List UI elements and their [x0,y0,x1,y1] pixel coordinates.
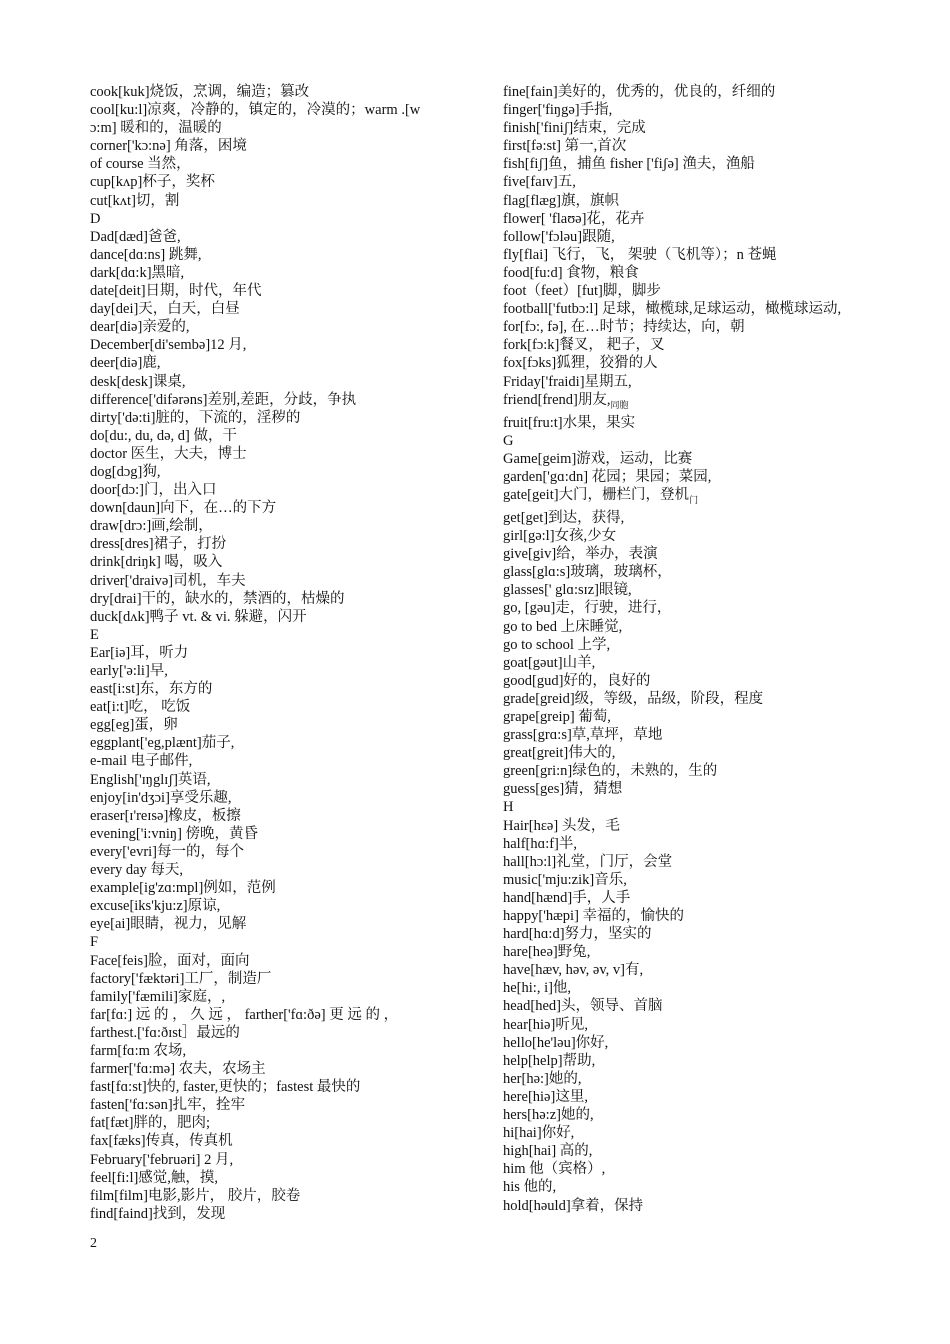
vocab-line: goat[gəut]山羊, [503,654,596,671]
vocab-line: help[help]帮助, [503,1052,596,1069]
vocab-line: green[gri:n]绿色的，未熟的，生的 [503,763,718,780]
vocab-line: fox[fɔks]狐狸，狡猾的人 [503,355,658,372]
vocab-line: east[i:st]东，东方的 [90,681,213,698]
vocab-line: fax[fæks]传真，传真机 [90,1133,233,1150]
vocab-line: girl[gə:l]女孩,少女 [503,528,617,545]
vocab-line: flower[ 'flaʊə]花，花卉 [503,210,645,227]
vocab-line: Ear[iə]耳，听力 [90,644,189,661]
vocab-line: find[faind]找到，发现 [90,1205,226,1222]
vocab-line: gate[geit]大门，栅栏门，登机$_门$ [503,486,699,505]
vocab-line: fat[fæt]胖的，肥肉; [90,1115,211,1132]
vocab-line: hold[həuld]拿着，保持 [503,1197,644,1214]
vocab-line: excuse[iks'kju:z]原谅, [90,898,221,915]
vocab-line: driver['draivə]司机，车夫 [90,572,246,589]
page-number: 2 [90,1236,97,1251]
vocab-line: cool[ku:l]凉爽，冷静的，镇定的，冷漠的；warm .[w [90,102,421,119]
vocab-line: fly[flai] 飞行，飞， 架驶（飞机等）；n 苍蝇 [503,246,777,263]
vocab-line: grass[grɑ:s]草,草坪，草地 [503,727,663,744]
vocab-line: enjoy[in'dʒɔi]享受乐趣, [90,789,232,806]
vocab-line: farthest.['fɑ:ðɪst］最远的 [90,1024,240,1041]
vocab-line: fruit[fru:t]水果，果实 [503,414,636,431]
vocab-line: dance[dɑ:ns] 跳舞, [90,246,202,263]
vocab-line: down[daun]向下，在…的下方 [90,500,277,517]
vocab-line: feel[fi:l]感觉,触，摸, [90,1169,219,1186]
vocab-line: go, [gəu]走，行驶，进行， [503,600,672,617]
vocab-line: go to bed 上床睡觉, [503,618,623,635]
inline-note: 门 [689,494,699,505]
inline-note: 同胞 [610,399,629,410]
vocab-line: he[hi:, i]他, [503,980,572,997]
vocab-line: Hair[hɛə] 头发，毛 [503,817,620,834]
vocab-line: dress[dres]裙子，打扮 [90,536,227,553]
vocab-line: give[giv]给，举办，表演 [503,546,658,563]
vocab-line: fork[fɔ:k]餐叉， 耙子，叉 [503,337,665,354]
vocab-line: go to school 上学, [503,636,611,653]
vocab-line: English['ɪŋglɪʃ]英语, [90,771,211,788]
vocab-line: happy['hæpi] 幸福的，愉快的 [503,908,685,924]
vocab-line: hall[hɔ:l]礼堂，门厅，会堂 [503,853,673,870]
vocab-line: every['evri]每一的，每个 [90,843,245,860]
vocab-line: E [90,626,99,643]
vocab-line: friend[frend]朋友$,_{同胞}$ [503,391,629,410]
vocab-line: hare[heə]野兔, [503,944,591,961]
vocab-line: here[hiə]这里, [503,1088,588,1105]
vocab-line: difference['difərəns]差别,差距，分歧，争执 [90,391,357,408]
vocab-line: fine[fain]美好的，优秀的，优良的，纤细的 [503,84,776,100]
vocab-line: garden['gɑ:dn] 花园；果园；菜园, [503,468,712,485]
vocab-line: doctor 医生，大夫，博士 [90,445,247,462]
vocab-line: head[hed]头，领导、首脑 [503,998,663,1015]
vocab-line: far[fɑ:] 远 的 ， 久 远 ， farther['fɑ:ðə] 更 远 的 ， [90,1006,399,1023]
vocab-line: dirty['də:ti]脏的，下流的，淫秽的 [90,409,301,426]
vocab-line: half[hɑ:f]半, [503,835,578,852]
vocab-line: get[get]到达，获得, [503,509,625,526]
vocab-line: for[fɔ:, fə], 在…时节；持续达，向，朝 [503,319,745,336]
vocab-line: of course 当然， [90,156,191,173]
vocab-line: finish['finiʃ]结束，完成 [503,120,646,137]
vocab-line: desk[desk]课桌, [90,373,186,390]
vocab-line: music['mju:zik]音乐, [503,871,627,888]
vocab-line: eat[i:t]吃， 吃饭 [90,699,191,716]
vocab-line: do[du:, du, də, d] 做，干 [90,427,237,444]
vocab-line: hand[hænd]手，人手 [503,889,631,906]
vocab-line: guess[ges]猜，猜想 [503,781,623,798]
vocab-line: fasten['fɑ:sən]扎牢，拴牢 [90,1097,246,1114]
vocab-line: e-mail 电子邮件, [90,753,193,770]
vocab-line: dog[dɔg]狗, [90,463,161,480]
vocab-line: flag[flæg]旗，旗帜 [503,192,619,209]
vocab-line: Dad[dæd]爸爸, [90,228,181,245]
vocab-line: five[faɪv]五, [503,174,576,191]
vocab-line: glass[glɑ:s]玻璃，玻璃杯， [503,564,672,581]
vocab-line: glasses[' glɑ:sɪz]眼镜, [503,582,632,599]
vocab-line: deer[diə]鹿, [90,355,161,372]
vocab-line: Face[feis]脸，面对，面向 [90,952,250,969]
vocab-line: day[dei]天，白天，白昼 [90,301,240,318]
vocab-line: have[hæv, həv, əv, v]有, [503,962,644,979]
vocab-line: cut[kʌt]切，割 [90,192,180,209]
vocab-line: her[hə:]她的, [503,1070,582,1087]
right-column [503,83,888,1215]
vocab-line: family['fæmili]家庭，, [90,988,226,1005]
vocab-line: egg[eg]蛋，卵 [90,717,178,734]
vocab-line: Game[geim]游戏，运动，比赛 [503,450,693,467]
vocab-line: February['februəri] 2 月, [90,1151,234,1168]
vocab-line: eraser[ɪ'reɪsə]橡皮，板擦 [90,807,241,824]
vocab-line: duck[dʌk]鸭子 vt. & vi. 躲避，闪开 [90,608,307,625]
vocab-line: Friday['fraidi]星期五, [503,373,632,390]
vocab-line: G [503,432,514,449]
vocab-line: cook[kuk]烧饭，烹调，编造；篡改 [90,84,310,100]
vocab-line: follow['fɔləu]跟随, [503,228,615,245]
vocab-line: hard[hɑ:d]努力，坚实的 [503,926,652,943]
vocab-line: dear[diə]亲爱的, [90,319,190,336]
vocab-line: early['ə:li]早, [90,663,168,679]
vocab-line: great[greit]伟大的, [503,745,616,762]
vocab-line: film[film]电影,影片， 胶片，胶卷 [90,1187,301,1204]
vocab-line: farm[fɑ:m 农场, [90,1042,187,1059]
vocab-line: dry[drai]干的，缺水的，禁酒的，枯燥的 [90,590,345,607]
vocab-line: hear[hiə]听见, [503,1016,588,1033]
vocab-line: door[dɔ:]门，出入口 [90,482,217,499]
vocab-line: high[hai] 高的, [503,1143,593,1160]
vocab-line: H [503,799,514,816]
vocab-line: him 他（宾格）, [503,1161,606,1178]
vocab-line: draw[drɔ:]画,绘制， [90,518,213,535]
vocab-line: good[gud]好的，良好的 [503,672,651,689]
vocab-line: finger['fiŋgə]手指, [503,102,613,119]
vocab-line: date[deit]日期，时代，年代 [90,283,262,300]
vocab-line: every day 每天, [90,862,184,879]
vocab-line: drink[driŋk] 喝，吸入 [90,554,223,571]
vocab-line: fast[fɑ:st]快的, faster,更快的；fastest 最快的 [90,1079,361,1096]
vocab-line: factory['fæktəri]工厂，制造厂 [90,970,272,987]
vocab-line: December[di'sembə]12 月, [90,337,247,354]
vocab-line: eye[ai]眼睛，视力，见解 [90,916,247,933]
vocab-line: first[fə:st] 第一,首次 [503,138,627,155]
vocab-line: foot（feet）[fut]脚，脚步 [503,283,661,300]
vocab-line: grade[greid]级，等级，品级，阶段，程度 [503,690,764,707]
vocab-line: farmer['fɑ:mə] 农夫，农场主 [90,1061,266,1078]
vocab-line: example[ig'zɑ:mpl]例如，范例 [90,880,276,897]
vocab-line: F [90,934,99,951]
vocab-line: evening['i:vniŋ] 傍晚，黄昏 [90,825,259,842]
vocab-line: food[fu:d] 食物，粮食 [503,264,639,281]
vocab-line: hello[he'ləu]你好, [503,1034,609,1051]
vocab-line: dark[dɑ:k]黑暗, [90,264,185,281]
vocab-line: football['futbɔ:l] 足球，橄榄球,足球运动，橄榄球运动, [503,301,842,318]
vocab-line: his 他的, [503,1179,557,1196]
vocab-line: hi[hai]你好, [503,1125,575,1142]
vocab-line: ɔ:m] 暖和的，温暖的 [90,120,222,137]
vocab-line: cup[kʌp]杯子，奖杯 [90,174,215,191]
vocab-line: grape[greip] 葡萄, [503,708,611,725]
vocab-line: hers[hə:z]她的, [503,1107,594,1124]
vocab-line: eggplant['eg,plænt]茄子, [90,735,235,752]
left-column [90,83,470,1223]
vocab-line: D [90,210,101,227]
vocab-line: corner['kɔ:nə] 角落，困境 [90,138,247,155]
vocab-line: fish[fiʃ]鱼，捕鱼 fisher ['fiʃə] 渔夫，渔船 [503,156,755,173]
